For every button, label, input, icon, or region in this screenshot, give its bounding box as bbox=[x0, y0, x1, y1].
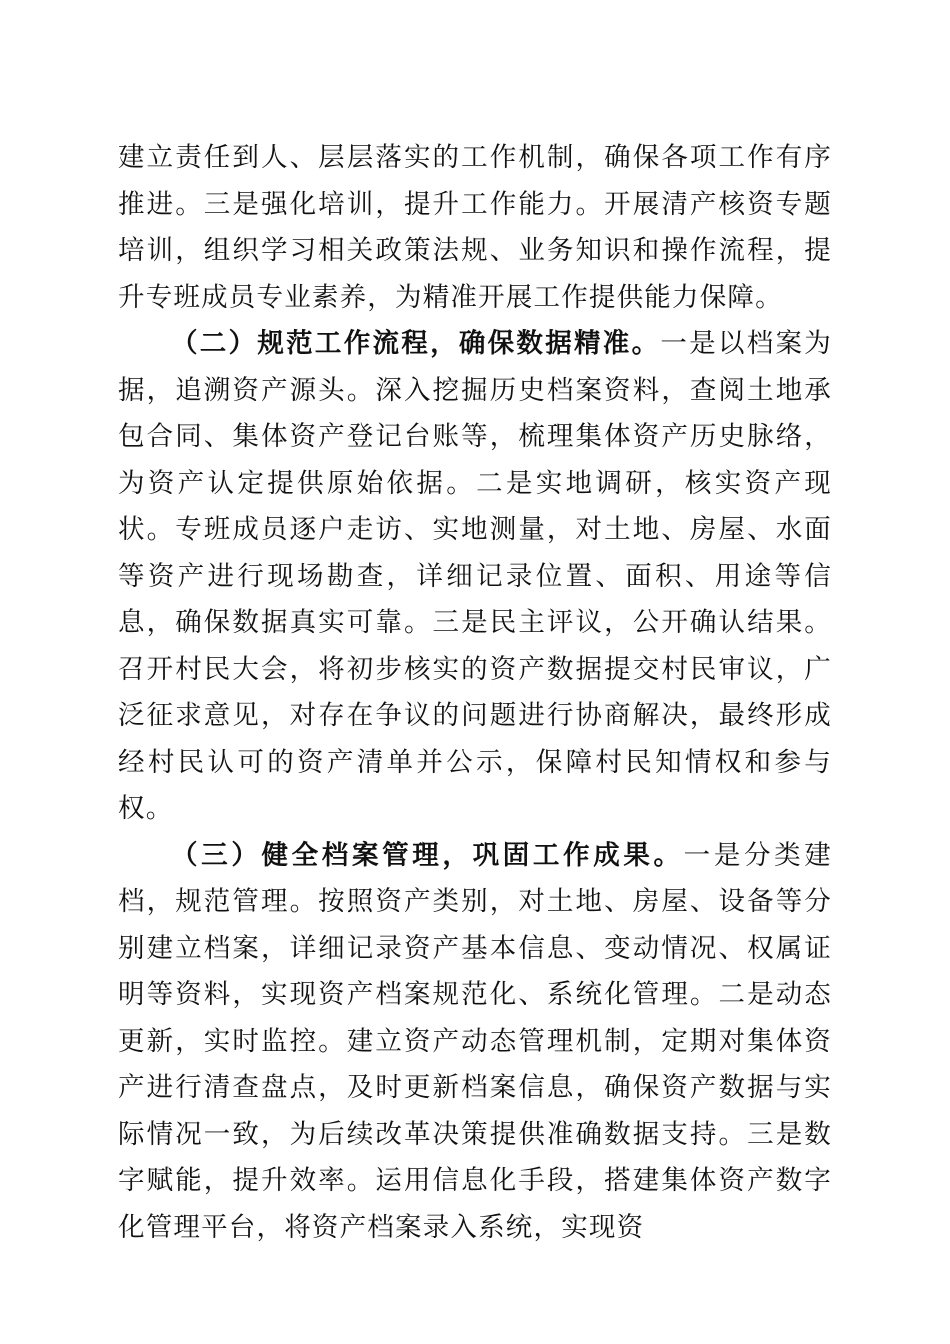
section-heading: （二）规范工作流程，确保数据精准。 bbox=[171, 328, 661, 359]
paragraph-body: 建立责任到人、层层落实的工作机制，确保各项工作有序推进。三是强化培训，提升工作能力。开展清产核资专题培训，组织学习相关政策法规、业务知识和操作流程，提升专班成员专业素养，为精准开展工作提供能力保障。 bbox=[118, 142, 832, 313]
document-page bbox=[118, 135, 832, 1251]
section-heading: （三）健全档案管理，巩固工作成果。 bbox=[171, 839, 684, 871]
paragraph-body: 一是分类建档，规范管理。按照资产类别，对土地、房屋、设备等分别建立档案，详细记录资产基本信息、变动情况、权属证明等资料，实现资产档案规范化、系统化管理。二是动态更新，实时监控。建立资产动态管理机制，定期对集体资产进行清查盘点，及时更新档案信息，确保资产数据与实际情况一致，为后续改革决策提供准确数据支持。三是数字赋能，提升效率。运用信息化手段，搭建集体资产数字化管理平台，将资产档案录入系统，实现资 bbox=[118, 839, 832, 1243]
paragraph-section-3 bbox=[118, 833, 832, 1252]
paragraph-section-2 bbox=[118, 321, 832, 833]
paragraph-continuation bbox=[118, 135, 832, 321]
paragraph-body: 一是以档案为据，追溯资产源头。深入挖掘历史档案资料，查阅土地承包合同、集体资产登记台账等，梳理集体资产历史脉络，为资产认定提供原始依据。二是实地调研，核实资产现状。专班成员逐户走访、实地测量，对土地、房屋、水面等资产进行现场勘查，详细记录位置、面积、用途等信息，确保数据真实可靠。三是民主评议，公开确认结果。召开村民大会，将初步核实的资产数据提交村民审议，广泛征求意见，对存在争议的问题进行协商解决，最终形成经村民认可的资产清单并公示，保障村民知情权和参与权。 bbox=[118, 328, 833, 824]
